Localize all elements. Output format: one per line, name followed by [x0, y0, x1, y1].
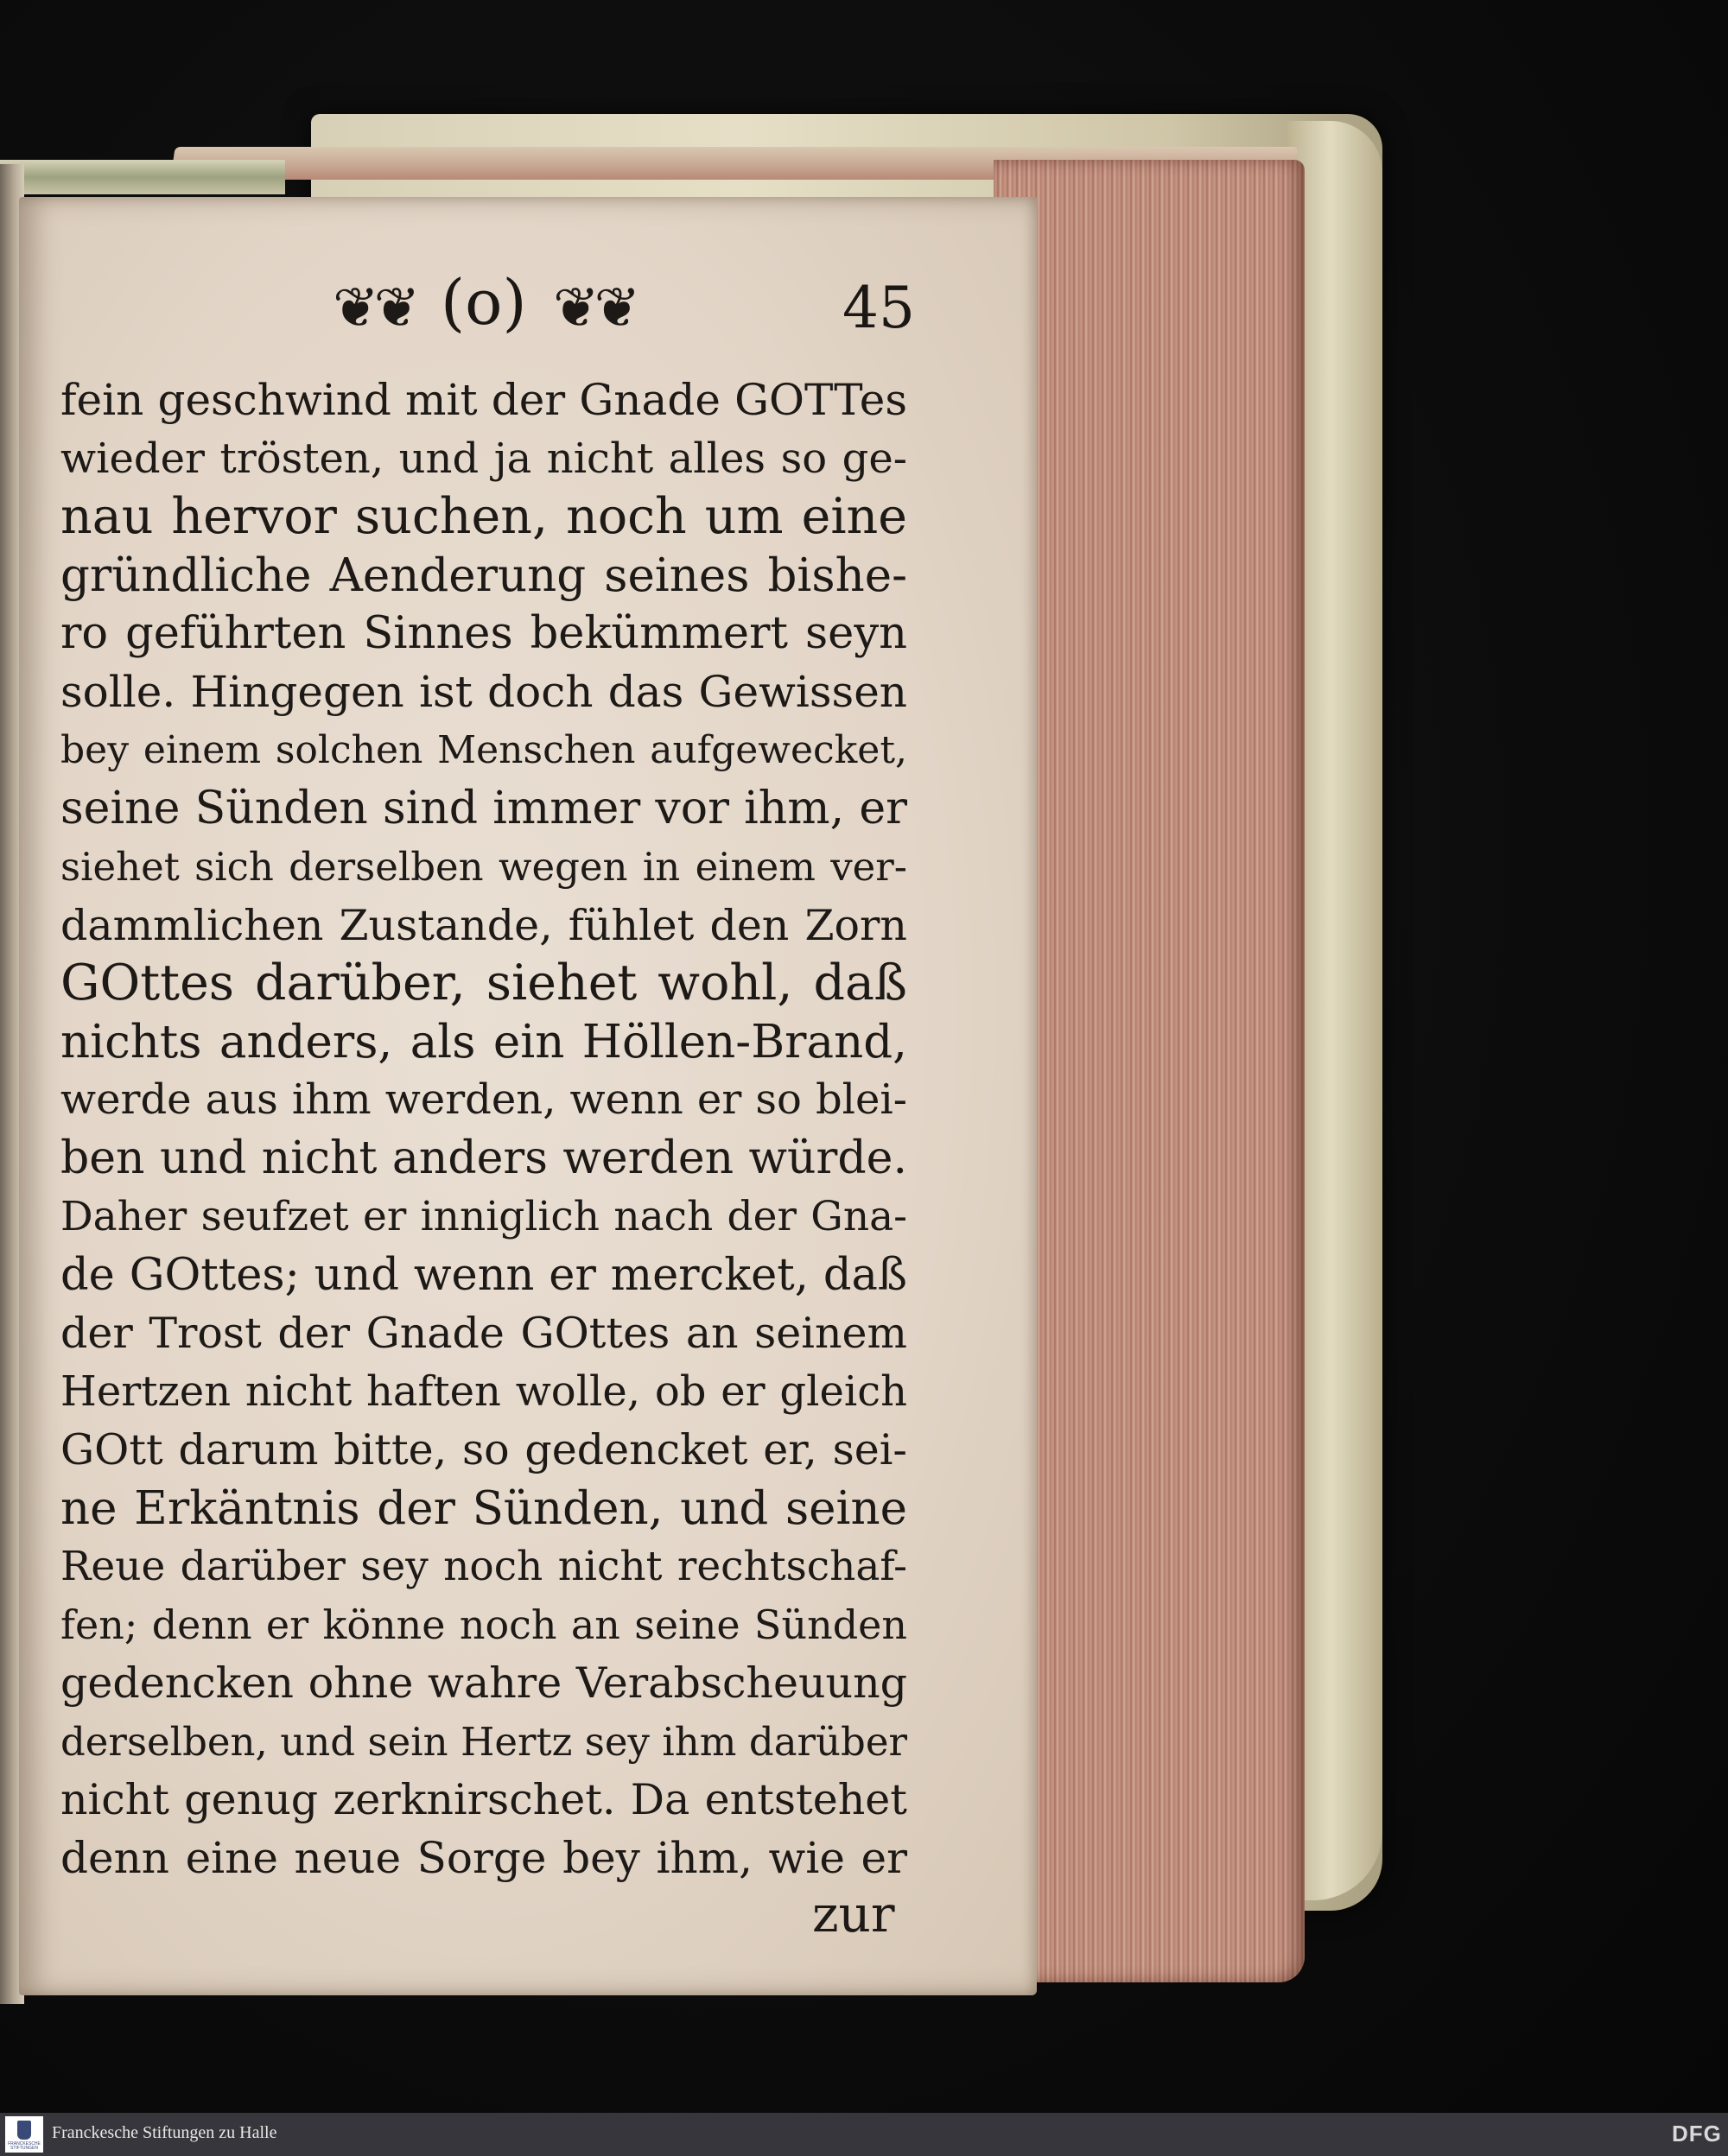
text-line: siehet sich derselben wegen in einem ver- — [60, 844, 907, 890]
text-line: ro geführten Sinnes bekümmert seyn — [60, 608, 907, 659]
text-line: werde aus ihm werden, wenn er so blei- — [60, 1075, 907, 1124]
text-line: nicht genug zerknirschet. Da entstehet — [60, 1775, 907, 1824]
text-line: seine Sünden sind immer vor ihm, er — [60, 782, 907, 834]
ornament-right-icon: ❦❦ — [553, 276, 636, 340]
text-line: de GOttes; und wenn er mercket, daß — [60, 1249, 907, 1301]
institution-logo-icon[interactable] — [5, 2116, 43, 2153]
ornament-left-icon: ❦❦ — [333, 276, 416, 340]
text-line: Reue darüber sey noch nicht rechtschaf- — [60, 1543, 907, 1590]
text-line: nau hervor suchen, noch um eine — [60, 488, 907, 545]
page-block-edges — [994, 160, 1305, 1982]
text-line: Hertzen nicht haften wolle, ob er gleich — [60, 1367, 907, 1416]
viewer-footer — [0, 2113, 1728, 2156]
text-line: Daher seufzet er inniglich nach der Gna- — [60, 1193, 907, 1240]
text-line: der Trost der Gnade GOttes an seinem — [60, 1309, 907, 1358]
text-line: gründliche Aenderung seines bishe- — [60, 549, 907, 602]
text-line: fen; denn er könne noch an seine Sünden — [60, 1601, 907, 1648]
text-line: ne Erkäntnis der Sünden, und seine — [60, 1481, 907, 1535]
logo-text: FRANCKESCHE STIFTUNGEN — [8, 2141, 41, 2151]
text-line: denn eine neue Sorge bey ihm, wie er — [60, 1832, 907, 1883]
text-line: ben und nicht anders werden würde. — [60, 1132, 907, 1184]
text-line: GOtt darum bitte, so gedencket er, sei- — [60, 1425, 907, 1474]
text-line: derselben, und sein Hertz sey ihm darüber — [60, 1718, 907, 1765]
text-line: dammlichen Zustande, fühlet den Zorn — [60, 900, 907, 950]
catchword: zur — [812, 1885, 895, 1944]
text-line: nichts anders, als ein Höllen-Brand, — [60, 1015, 907, 1068]
text-line: bey einem solchen Menschen aufgewecket, — [60, 728, 907, 772]
signature-mark: (o) — [441, 266, 527, 339]
page-header — [315, 259, 937, 341]
text-line: fein geschwind mit der Gnade GOTTes — [60, 375, 907, 425]
institution-link[interactable]: Franckesche Stiftungen zu Halle — [52, 2123, 277, 2142]
page-number: 45 — [842, 275, 915, 341]
text-line: wieder trösten, und ja nicht alles so ge- — [60, 434, 907, 483]
text-line: GOttes darüber, siehet wohl, daß — [60, 954, 907, 1011]
page-text — [60, 371, 907, 1887]
text-line: gedencken ohne wahre Verabscheuung — [60, 1658, 907, 1708]
left-page-top-edge — [0, 160, 285, 194]
logo-mark-icon — [17, 2121, 31, 2140]
dfg-logo[interactable]: DFG — [1672, 2121, 1722, 2146]
text-line: solle. Hingegen ist doch das Gewissen — [60, 666, 907, 717]
